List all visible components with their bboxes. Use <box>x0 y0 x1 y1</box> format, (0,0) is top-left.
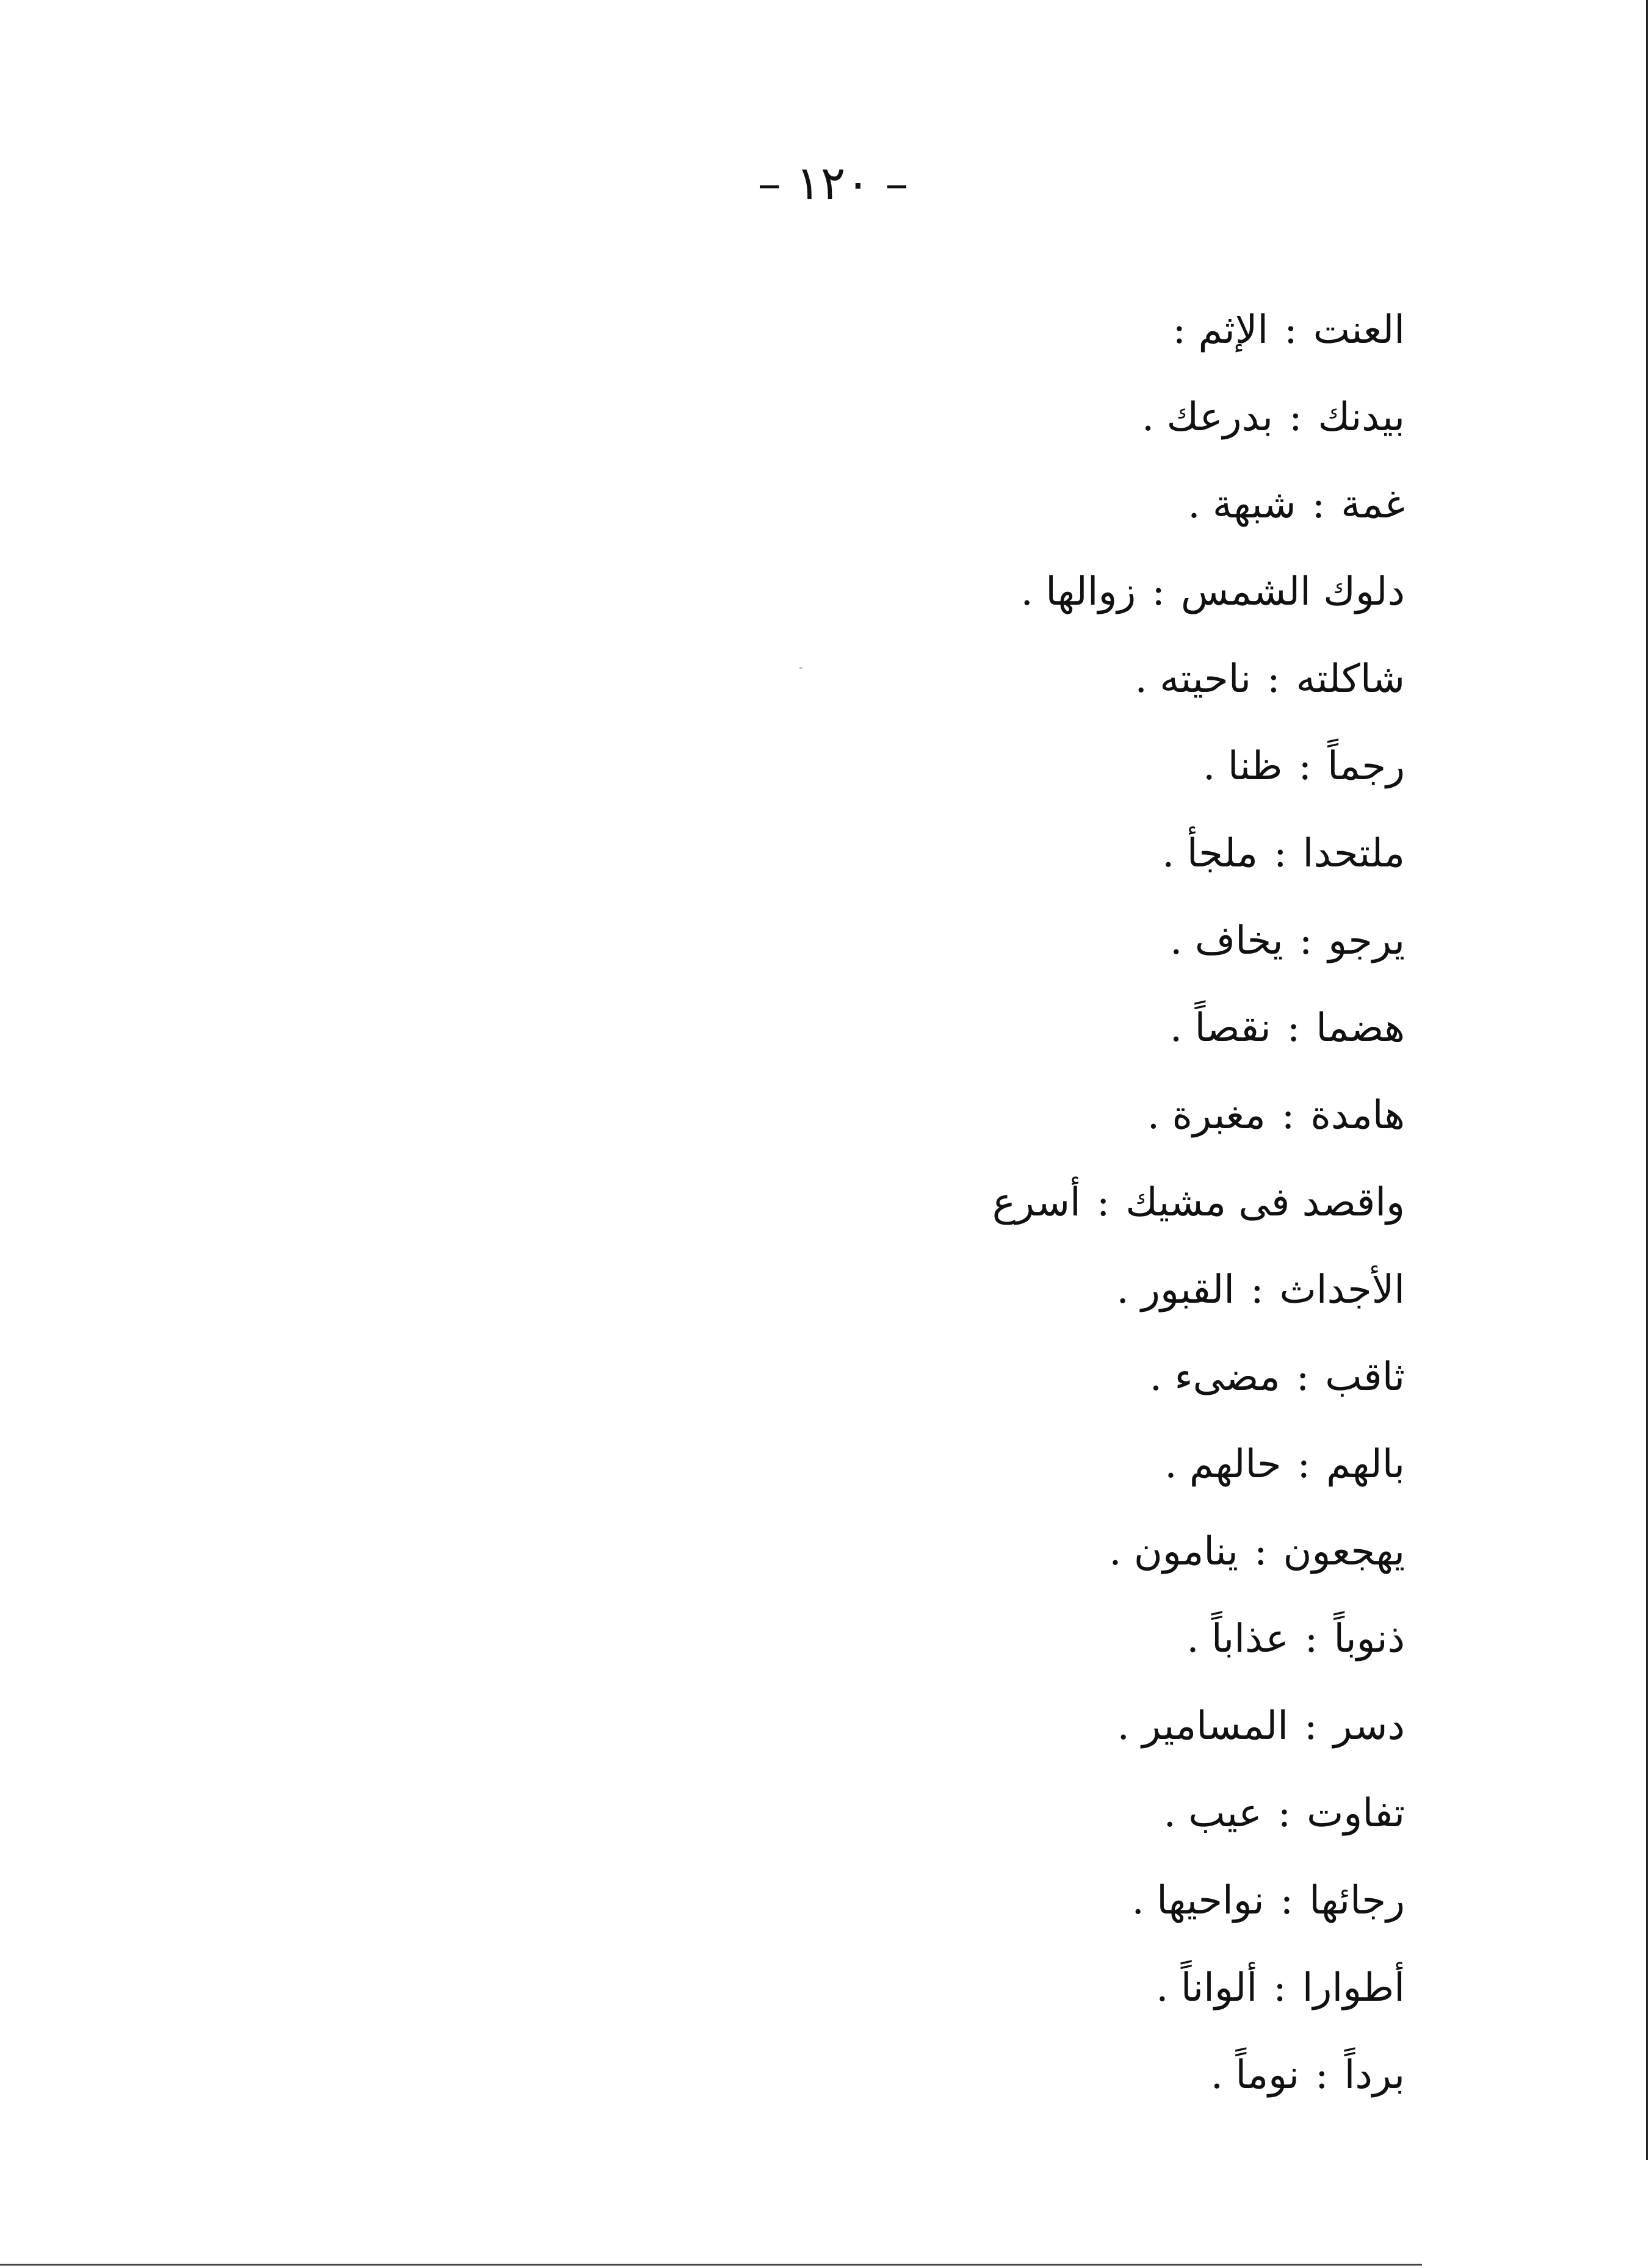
entry-meaning: ظنا . <box>1203 744 1283 789</box>
entry-word: أطوارا <box>1302 1965 1405 2011</box>
glossary-list <box>489 287 1405 2119</box>
glossary-entry: رجائها:نواحيها . <box>1131 1878 1405 1923</box>
entry-word: يرجو <box>1328 918 1405 963</box>
entry-word: دلوك الشمس <box>1180 569 1405 614</box>
entry-word: رجماً <box>1327 744 1405 789</box>
entry-meaning: نوماً . <box>1210 2053 1300 2098</box>
entry-word: دسر <box>1333 1704 1405 1749</box>
entry-meaning: نقصاً . <box>1169 1006 1271 1051</box>
scan-speck <box>799 667 802 669</box>
page-number: – ١٢٠ – <box>757 156 909 210</box>
glossary-entry: تفاوت:عيب . <box>1163 1791 1405 1836</box>
entry-word: ملتحدا <box>1302 831 1405 876</box>
entry-meaning: عذاباً . <box>1186 1616 1289 1661</box>
glossary-entry: دسر:المسامير . <box>1117 1704 1405 1749</box>
glossary-entry: أطوارا:ألواناً . <box>1156 1965 1405 2011</box>
glossary-entry: ملتحدا:ملجأ . <box>1162 831 1405 876</box>
glossary-entry: واقصد فى مشيك:أسرع <box>992 1180 1405 1225</box>
page-edge-rule <box>1646 0 1648 2160</box>
entry-meaning: شبهة . <box>1188 482 1296 527</box>
entry-meaning: زوالها . <box>1020 569 1136 614</box>
entry-meaning: حالهم . <box>1164 1442 1282 1487</box>
entry-word: الأجداث <box>1279 1267 1405 1312</box>
glossary-entry: العنت:الإثم : <box>1172 308 1405 353</box>
entry-meaning: مضىء . <box>1149 1355 1280 1400</box>
glossary-entry: دلوك الشمس:زوالها . <box>1020 569 1405 614</box>
entry-word: يهجعون <box>1283 1529 1405 1574</box>
glossary-entry: شاكلته:ناحيته . <box>1135 657 1405 702</box>
glossary-entry: ذنوباً:عذاباً . <box>1186 1616 1405 1661</box>
glossary-entry: الأجداث:القبور . <box>1116 1267 1405 1312</box>
glossary-entry: برداً:نوماً . <box>1210 2053 1405 2098</box>
entry-word: غمة <box>1341 482 1405 527</box>
entry-word: تفاوت <box>1307 1791 1405 1836</box>
glossary-entry: يهجعون:ينامون . <box>1109 1529 1405 1574</box>
entry-word: رجائها <box>1309 1878 1405 1923</box>
glossary-entry: هضما:نقصاً . <box>1169 1006 1405 1051</box>
entry-meaning: المسامير . <box>1117 1704 1288 1749</box>
glossary-entry: ثاقب:مضىء . <box>1149 1355 1405 1400</box>
entry-meaning: ينامون . <box>1109 1529 1238 1574</box>
entry-meaning: القبور . <box>1116 1267 1235 1312</box>
entry-meaning: الإثم : <box>1172 308 1269 353</box>
entry-word: بالهم <box>1326 1442 1405 1487</box>
bottom-rule <box>0 2264 1422 2266</box>
glossary-entry: بيدنك:بدرعك . <box>1141 395 1405 440</box>
entry-word: ذنوباً <box>1333 1616 1405 1661</box>
entry-word: برداً <box>1344 2053 1405 2098</box>
entry-word: ثاقب <box>1325 1355 1405 1400</box>
glossary-entry: هامدة:مغبرة . <box>1147 1093 1405 1138</box>
glossary-entry: يرجو:يخاف . <box>1170 918 1405 963</box>
entry-word: بيدنك <box>1318 395 1405 440</box>
entry-meaning: أسرع <box>992 1180 1081 1225</box>
entry-meaning: ناحيته . <box>1135 657 1252 702</box>
entry-meaning: مغبرة . <box>1147 1093 1266 1138</box>
glossary-entry: بالهم:حالهم . <box>1164 1442 1405 1487</box>
entry-word: واقصد فى مشيك <box>1125 1180 1405 1225</box>
entry-word: هامدة <box>1310 1093 1405 1138</box>
glossary-entry: رجماً:ظنا . <box>1203 744 1405 789</box>
entry-meaning: بدرعك . <box>1141 395 1273 440</box>
entry-meaning: ملجأ . <box>1162 831 1258 876</box>
entry-meaning: يخاف . <box>1170 918 1283 963</box>
entry-word: شاكلته <box>1296 657 1405 702</box>
glossary-entry: غمة:شبهة . <box>1188 482 1405 527</box>
entry-meaning: عيب . <box>1163 1791 1262 1836</box>
entry-meaning: نواحيها . <box>1131 1878 1265 1923</box>
entry-word: العنت <box>1313 308 1405 353</box>
entry-meaning: ألواناً . <box>1156 1965 1258 2011</box>
entry-word: هضما <box>1316 1006 1405 1051</box>
